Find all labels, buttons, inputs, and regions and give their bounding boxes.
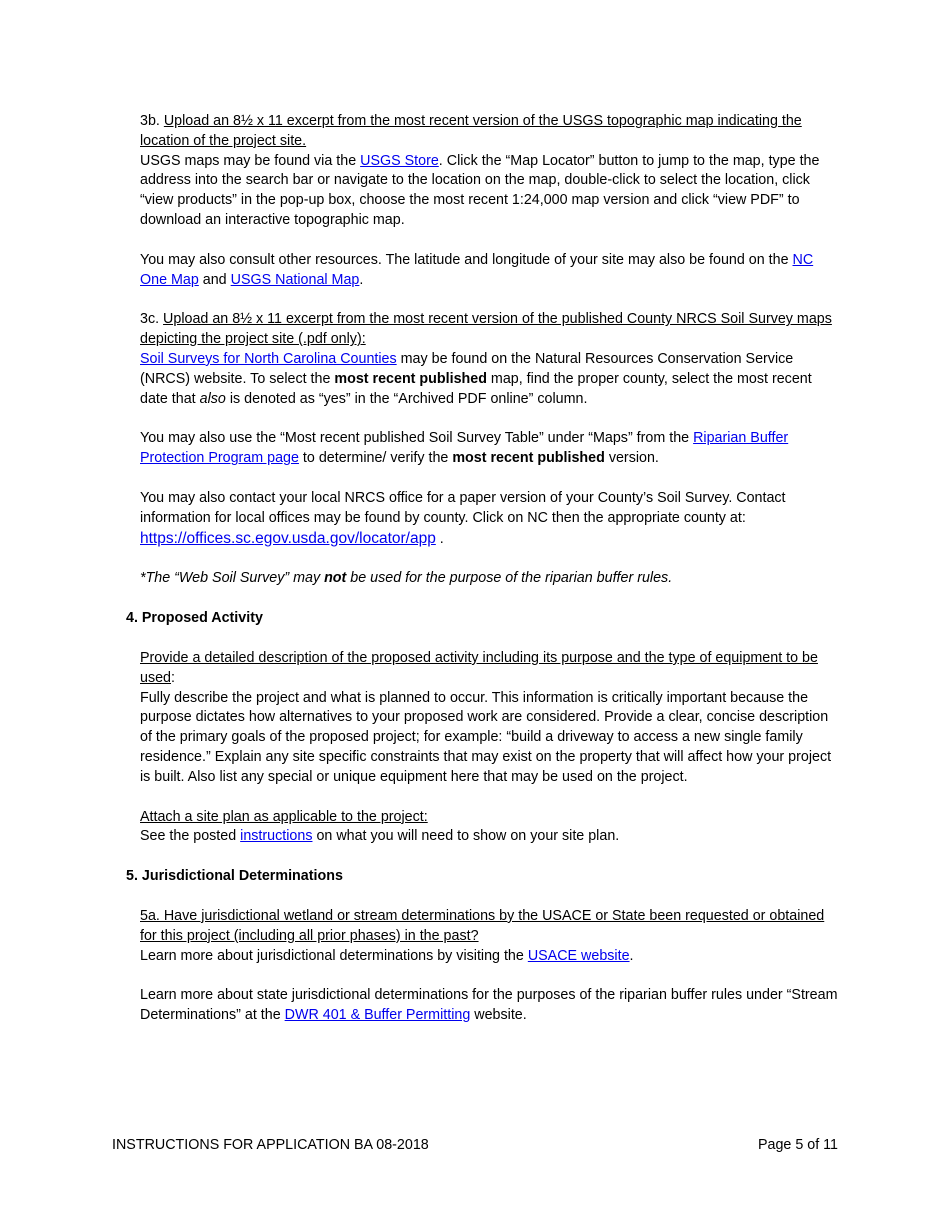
- text-run: website.: [470, 1007, 527, 1024]
- text-run: may be found on the Natural Resources Conservation Service (NRCS) website. To select the: [140, 350, 794, 387]
- nrcs-office-locator-link[interactable]: https://offices.sc.egov.usda.gov/locator/app: [140, 529, 436, 547]
- text-run: be used for the purpose of the riparian buffer rules.: [346, 570, 673, 587]
- section-3c-paragraph-2: [140, 429, 840, 469]
- page-footer: [112, 1136, 838, 1156]
- bold-text: not: [324, 570, 347, 587]
- section-3b-paragraph-1: [140, 152, 840, 231]
- section-3b-heading: [140, 112, 840, 152]
- section-3c-heading: [140, 310, 840, 350]
- footer-page-number: Page 5 of 11: [757, 1137, 838, 1153]
- text-run: .: [629, 947, 634, 964]
- section-3c-paragraph-1: [140, 350, 840, 409]
- section-3b-prefix: 3b.: [140, 113, 164, 129]
- footer-document-title: INSTRUCTIONS FOR APPLICATION BA 08-2018: [112, 1137, 429, 1153]
- underlined-text: 5a. Have jurisdictional wetland or stream determinations by the USACE or State been requested or obtained for this project (including all prior phases) in the past?: [140, 907, 825, 944]
- text-run: :: [171, 669, 175, 686]
- section-3c-prefix: 3c.: [140, 311, 164, 328]
- text-run: version.: [604, 450, 659, 467]
- section-5-heading: 5. Jurisdictional Determinations: [126, 868, 343, 885]
- text-run: USGS maps may be found via the: [140, 152, 361, 169]
- section-4-subheading-2: [140, 808, 840, 828]
- text-run: and: [198, 271, 231, 288]
- section-5a-heading: [140, 907, 840, 947]
- section-3c-title: Upload an 8½ x 11 excerpt from the most recent version of the published County NRCS Soil Survey maps depicting the project site (.pdf only):: [140, 311, 832, 348]
- text-run: You may also contact your local NRCS office for a paper version of your County’s Soil Survey. Contact information for local offices may be found by county. Click on NC then the appropriate county at:: [140, 489, 786, 526]
- text-run: to determine/ verify the: [298, 450, 453, 467]
- usgs-store-link[interactable]: USGS Store: [360, 152, 439, 169]
- text-run: You may also consult other resources. The latitude and longitude of your site may also be found on the: [140, 251, 793, 268]
- text-run: map, find the proper county, select the most recent date that: [140, 370, 812, 407]
- bold-text: most recent published: [452, 450, 605, 467]
- italic-text: also: [199, 390, 226, 407]
- text-run: .: [359, 271, 364, 288]
- usace-website-link[interactable]: USACE website: [527, 947, 630, 964]
- section-4-paragraph-2: [140, 827, 840, 847]
- document-body: [126, 112, 840, 1026]
- text-run: Learn more about jurisdictional determinations by visiting the: [140, 947, 528, 964]
- section-3b-paragraph-2: [140, 251, 840, 291]
- text-run: See the posted: [140, 828, 241, 845]
- section-4-paragraph-1: Fully describe the project and what is planned to occur. This information is critically important because the purpose dictates how alternatives to your proposed work are considered. Provide a clear, concise description of the primary goals of the proposed project; for example: “build a driveway to access a new single family residence.” Explain any site specific constraints that may exist on the property that will affect how your project is built. Also list any special or unique equipment here that may be used on the project.: [140, 689, 832, 785]
- soil-surveys-nc-link[interactable]: Soil Surveys for North Carolina Counties: [140, 350, 397, 367]
- riparian-buffer-program-link[interactable]: Riparian Buffer Protection Program page: [140, 430, 789, 467]
- section-3b-title: Upload an 8½ x 11 excerpt from the most recent version of the USGS topographic map indicating the location of the project site.: [140, 113, 802, 149]
- text-run: Learn more about state jurisdictional determinations for the purposes of the riparian buffer rules under “Stream Determinations” at the: [140, 987, 838, 1024]
- text-run: You may also use the “Most recent published Soil Survey Table” under “Maps” from the: [140, 430, 694, 447]
- dwr-401-buffer-permitting-link[interactable]: DWR 401 & Buffer Permitting: [284, 1007, 471, 1024]
- text-run: *The “Web Soil Survey” may: [140, 570, 325, 587]
- nc-one-map-link[interactable]: NC One Map: [140, 251, 814, 288]
- section-5a-paragraph-1: [140, 947, 840, 967]
- bold-text: most recent published: [334, 370, 487, 387]
- section-3c-paragraph-3: [140, 489, 840, 549]
- section-4-heading: 4. Proposed Activity: [126, 610, 263, 627]
- usgs-national-map-link[interactable]: USGS National Map: [230, 271, 360, 288]
- underlined-text: Attach a site plan as applicable to the project:: [140, 808, 428, 825]
- underlined-text: Provide a detailed description of the proposed activity including its purpose and the type of equipment to be used: [140, 649, 818, 686]
- text-run: .: [435, 530, 444, 547]
- text-run: on what you will need to show on your site plan.: [312, 828, 620, 845]
- text-run: is denoted as “yes” in the “Archived PDF online” column.: [225, 390, 588, 407]
- web-soil-survey-note: [140, 569, 840, 589]
- text-run: . Click the “Map Locator” button to jump to the map, type the address into the search bar or navigate to the location on the map, double-click to select the location, click “view products” in the pop-up box, choose the most recent 1:24,000 map version and click “view PDF” to download an interactive topographic map.: [140, 152, 820, 228]
- section-4-subheading-1: [140, 649, 840, 689]
- section-5a-paragraph-2: [140, 986, 840, 1026]
- site-plan-instructions-link[interactable]: instructions: [240, 828, 313, 845]
